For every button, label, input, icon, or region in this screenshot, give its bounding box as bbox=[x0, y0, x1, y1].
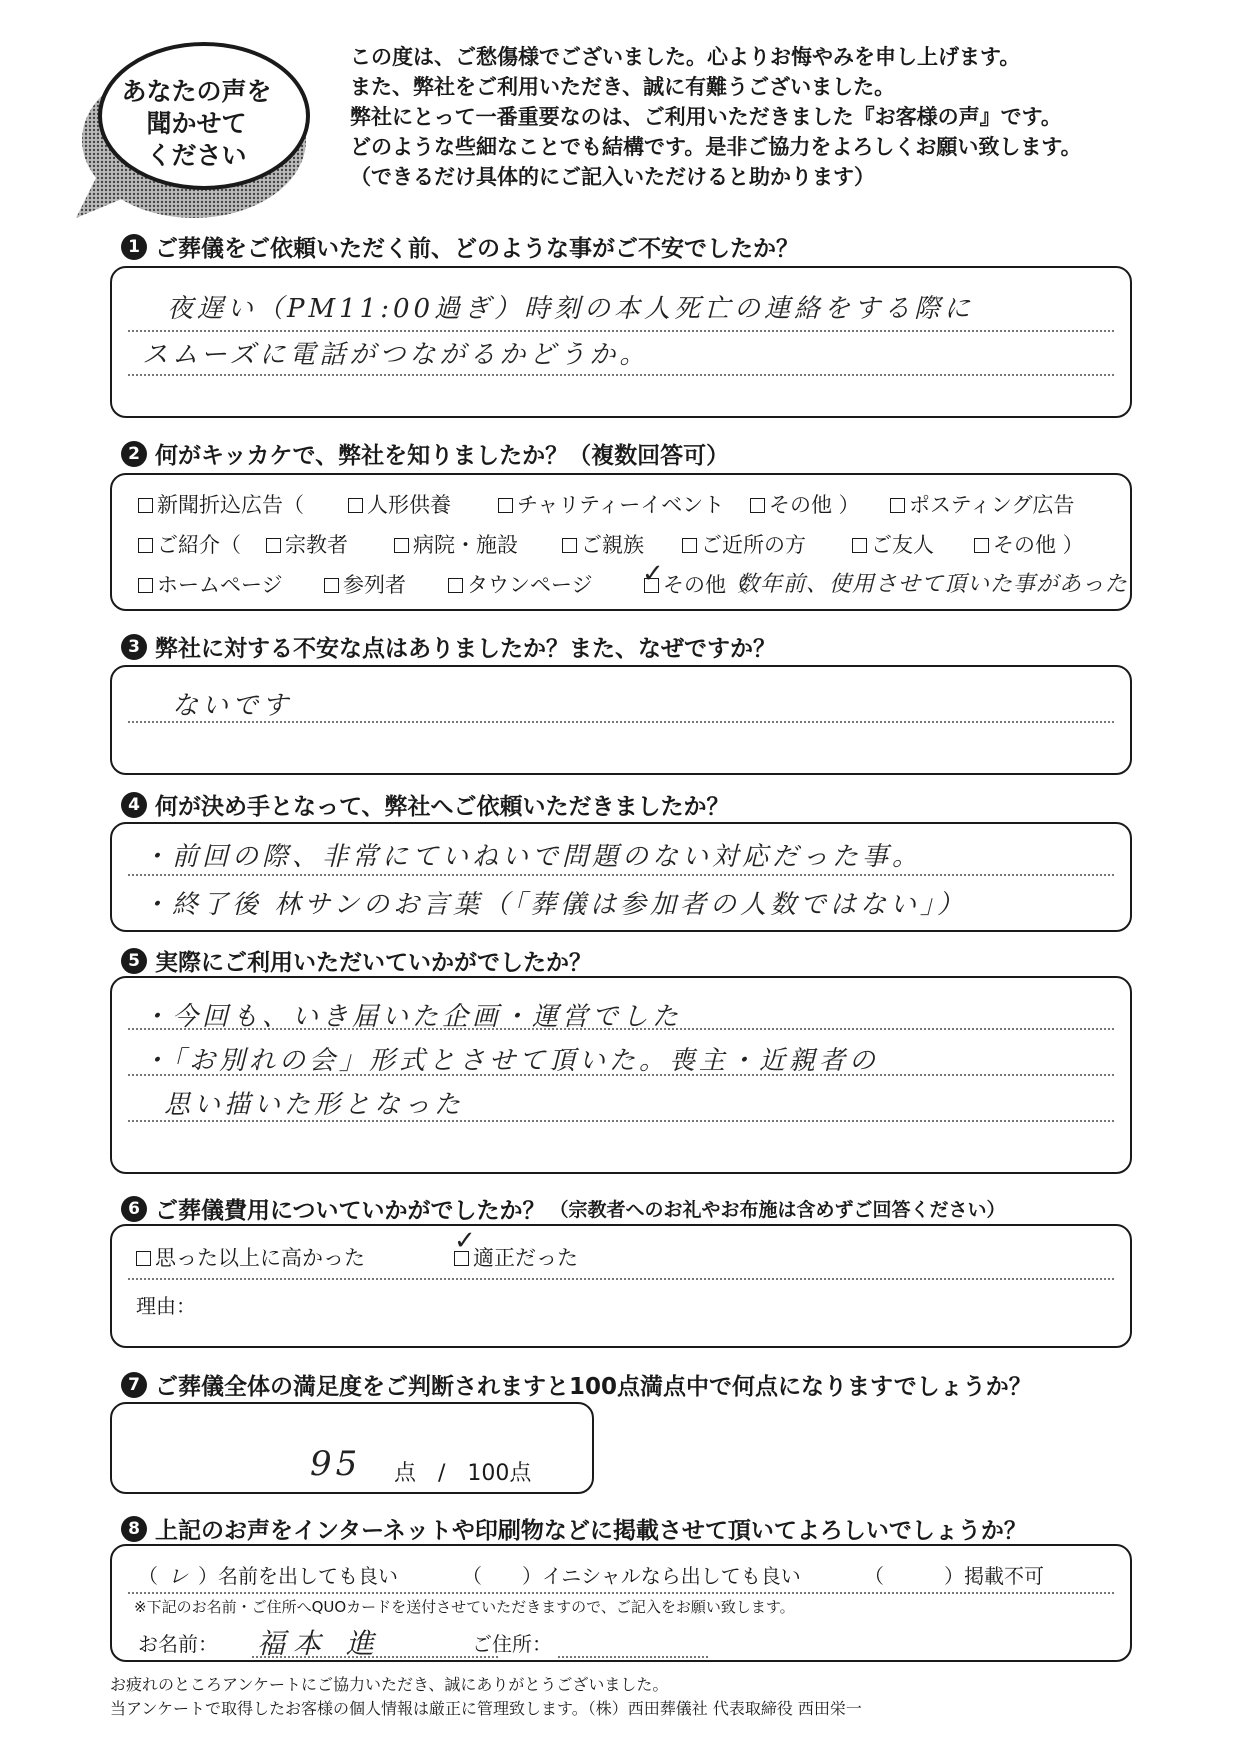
answer-box-2 bbox=[110, 473, 1132, 611]
answer-5-line-1: ・今回も、いき届いた企画・運営でした bbox=[142, 1002, 683, 1032]
name-value[interactable]: 福本 進 bbox=[257, 1627, 382, 1660]
answer-5-line-3: 思い描いた形となった bbox=[164, 1090, 465, 1120]
question-number-2: 2 bbox=[121, 441, 147, 467]
option-homepage[interactable]: ホームページ bbox=[138, 569, 283, 599]
other-3-check-mark: ✓ bbox=[642, 559, 664, 589]
question-6-text: ご葬儀費用についていかがでしたか？ bbox=[155, 1198, 546, 1224]
question-8 bbox=[121, 1512, 1027, 1545]
question-6-note: （宗教者へのお礼やお布施は含めずご回答ください） bbox=[549, 1199, 1006, 1221]
question-number-6: 6 bbox=[121, 1196, 147, 1222]
intro-line-5: （できるだけ具体的にご記入いただけると助かります） bbox=[350, 165, 875, 189]
option-other-2[interactable]: その他 ） bbox=[974, 529, 1084, 559]
question-7 bbox=[121, 1368, 1032, 1401]
answer-1-line-1: 夜遅い（PM11:00過ぎ）時刻の本人死亡の連絡をする際に bbox=[167, 294, 975, 324]
option-religious[interactable]: 宗教者 bbox=[266, 529, 348, 559]
option-name-ok[interactable]: （ レ ）名前を出しても良い bbox=[138, 1560, 398, 1589]
source-options-row-1 bbox=[138, 489, 1128, 519]
intro-line-2: また、弊社をご利用いただき、誠に有難うございました。 bbox=[350, 75, 896, 99]
question-3 bbox=[121, 630, 776, 663]
intro-line-3: 弊社にとって一番重要なのは、ご利用いただきました『お客様の声』です。 bbox=[350, 105, 1062, 129]
option-neighbors[interactable]: ご近所の方 bbox=[682, 529, 806, 559]
footer-line-2: 当アンケートで取得したお客様の個人情報は厳正に管理致します。（株）西田葬儀社 代表取締役 西田栄一 bbox=[110, 1699, 862, 1718]
answer-box-8 bbox=[110, 1544, 1132, 1662]
question-number-8: 8 bbox=[121, 1516, 147, 1542]
question-number-3: 3 bbox=[121, 634, 147, 660]
question-number-7: 7 bbox=[121, 1372, 147, 1398]
cost-options bbox=[136, 1242, 736, 1272]
option-posting-ad[interactable]: ポスティング広告 bbox=[890, 489, 1074, 519]
option-other-1[interactable]: その他 ） bbox=[750, 489, 860, 519]
option-other-3[interactable]: その他（ bbox=[644, 569, 747, 599]
option-hospital[interactable]: 病院・施設 bbox=[394, 529, 518, 559]
question-2-text: 何がキッカケで、弊社を知りましたか？（複数回答可） bbox=[155, 443, 730, 469]
question-4-text: 何が決め手となって、弊社へご依頼いただきましたか？ bbox=[155, 794, 730, 820]
option-no-publish[interactable]: （ ）掲載不可 bbox=[864, 1564, 1044, 1588]
name-label: お名前： bbox=[138, 1632, 218, 1656]
score-unit: 点 / 100点 bbox=[394, 1461, 532, 1486]
option-friends[interactable]: ご友人 bbox=[852, 529, 934, 559]
quo-card-notice: ※下記のお名前・ご住所へQUOカードを送付させていただきますので、ご記入をお願い致します。 bbox=[134, 1598, 795, 1616]
question-1 bbox=[121, 230, 799, 263]
answer-4-line-1: ・前回の際、非常にていねいで問題のない対応だった事。 bbox=[142, 842, 923, 872]
option-attendee[interactable]: 参列者 bbox=[324, 569, 406, 599]
address-label: ご住所： bbox=[472, 1632, 552, 1656]
bubble-line-2: 聞かせて bbox=[146, 109, 247, 138]
bubble-line-3: ください bbox=[146, 141, 247, 170]
question-5 bbox=[121, 944, 592, 977]
intro-line-4: どのような些細なことでも結構です。是非ご協力をよろしくお願い致します。 bbox=[350, 135, 1082, 159]
answer-1-line-2: スムーズに電話がつながるかどうか。 bbox=[142, 340, 650, 370]
answer-box-1[interactable] bbox=[110, 266, 1132, 418]
address-field[interactable] bbox=[558, 1656, 708, 1658]
option-townpage[interactable]: タウンページ bbox=[448, 569, 593, 599]
answer-4-line-2: ・終了後 林サンのお言葉（「葬儀は参加者の人数ではない」） bbox=[142, 890, 967, 920]
question-5-text: 実際にご利用いただいていかがでしたか？ bbox=[155, 950, 592, 976]
question-1-text: ご葬儀をご依頼いただく前、どのような事がご不安でしたか？ bbox=[155, 236, 799, 262]
question-3-text: 弊社に対する不安な点はありましたか？また、なぜですか？ bbox=[155, 636, 776, 662]
question-4 bbox=[121, 788, 730, 821]
option-initials-ok[interactable]: （ ）イニシャルなら出しても良い bbox=[462, 1564, 801, 1588]
answer-box-6 bbox=[110, 1224, 1132, 1348]
option-appropriate[interactable]: 適正だった bbox=[454, 1242, 578, 1272]
reason-label: 理由： bbox=[136, 1294, 196, 1318]
intro-line-1: この度は、ご愁傷様でございました。心よりお悔やみを申し上げます。 bbox=[350, 45, 1021, 69]
score-box[interactable] bbox=[110, 1402, 594, 1494]
intro-text bbox=[350, 42, 1220, 192]
answer-box-5[interactable] bbox=[110, 976, 1132, 1174]
option-charity-event[interactable]: チャリティーイベント bbox=[498, 489, 724, 519]
score-value: 95 bbox=[310, 1444, 362, 1484]
name-ok-mark: レ bbox=[168, 1564, 188, 1588]
option-referral[interactable]: ご紹介（ bbox=[138, 529, 241, 559]
answer-5-line-2: ・「お別れの会」形式とさせて頂いた。喪主・近親者の bbox=[142, 1046, 880, 1076]
question-2 bbox=[121, 437, 729, 470]
footer-line-1: お疲れのところアンケートにご協力いただき、誠にありがとうございました。 bbox=[110, 1675, 669, 1694]
option-newspaper[interactable]: 新聞折込広告（ bbox=[138, 489, 304, 519]
answer-box-3[interactable] bbox=[110, 665, 1132, 775]
other-3-answer: 数年前、使用させて頂いた事があった bbox=[737, 572, 1128, 597]
option-more-expensive[interactable]: 思った以上に高かった bbox=[136, 1242, 365, 1272]
question-8-text: 上記のお声をインターネットや印刷物などに掲載させて頂いてよろしいでしょうか？ bbox=[155, 1518, 1027, 1544]
option-doll-memorial[interactable]: 人形供養 bbox=[348, 489, 451, 519]
question-6 bbox=[121, 1192, 1006, 1225]
appropriate-check-mark: ✓ bbox=[454, 1226, 476, 1256]
source-options-row-2 bbox=[138, 529, 1128, 559]
bubble-line-1: あなたの声を bbox=[121, 77, 272, 106]
question-7-text: ご葬儀全体の満足度をご判断されますと100点満点中で何点になりますでしょうか？ bbox=[155, 1374, 1032, 1400]
question-number-5: 5 bbox=[121, 948, 147, 974]
answer-3-line-1: ないです bbox=[172, 691, 293, 721]
question-number-4: 4 bbox=[121, 792, 147, 818]
option-relatives[interactable]: ご親族 bbox=[562, 529, 644, 559]
question-number-1: 1 bbox=[121, 234, 147, 260]
answer-box-4[interactable] bbox=[110, 822, 1132, 932]
voice-speech-bubble bbox=[76, 28, 316, 223]
